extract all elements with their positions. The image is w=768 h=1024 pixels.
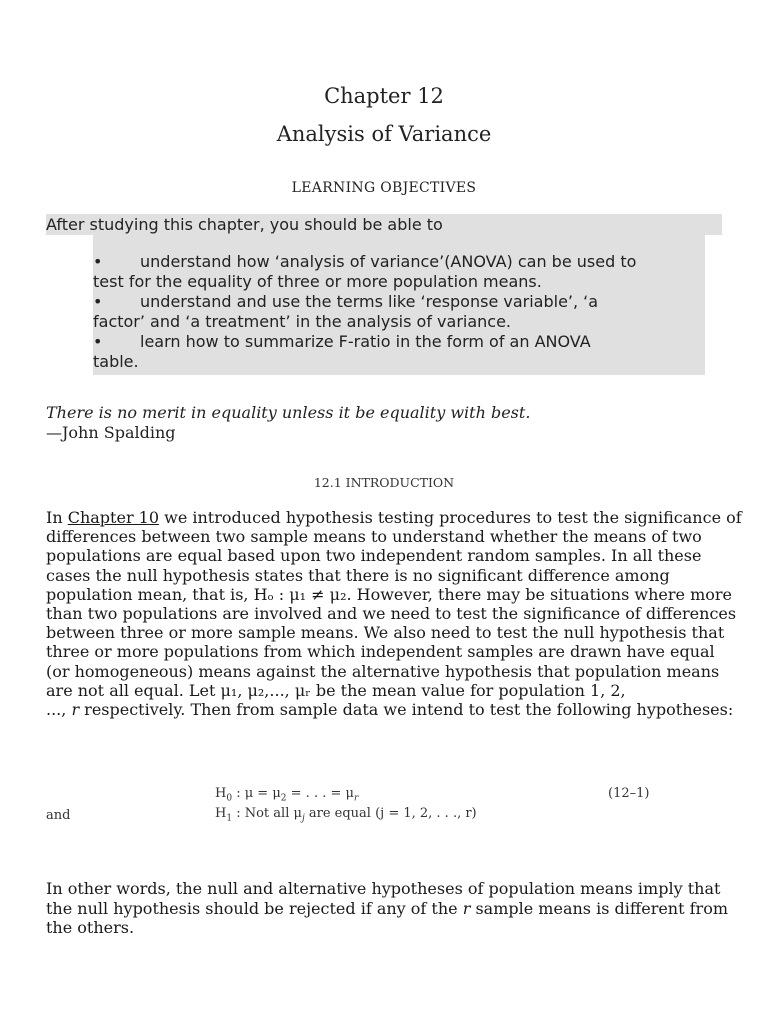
section-heading: 12.1 INTRODUCTION xyxy=(313,475,455,490)
paragraph-line: (or homogeneous) means against the alternative hypothesis that population means xyxy=(46,661,720,681)
objectives-list xyxy=(93,235,705,375)
bullet-icon: • xyxy=(93,252,103,271)
chapter-number: Chapter 12 xyxy=(324,84,444,108)
epigraph-quote: There is no merit in equality unless it be equality with best. xyxy=(46,403,531,422)
paragraph-line: differences between two sample means to understand whether the means of two xyxy=(46,527,702,547)
text-span: ..., xyxy=(46,700,72,720)
objectives-intro: After studying this chapter, you should be able to xyxy=(46,214,722,235)
objective-item xyxy=(93,292,705,332)
text-span: the null hypothesis should be rejected if any of the xyxy=(46,898,463,918)
null-hypothesis-equation xyxy=(215,786,358,804)
eq-text: = . . . = μ xyxy=(286,786,354,801)
paragraph-line: are not all equal. Let μ₁, μ₂,..., μᵣ be the mean value for population 1, 2, xyxy=(46,680,626,700)
text-span: respectively. Then from sample data we intend to test the following hypotheses: xyxy=(79,700,734,720)
equation-number: (12–1) xyxy=(608,786,650,801)
text-span: we introduced hypothesis testing procedures to test the significance of xyxy=(159,508,742,527)
chapter-10-link[interactable]: Chapter 10 xyxy=(67,508,160,527)
objective-text-line: learn how to summarize F-ratio in the form of an ANOVA xyxy=(140,332,591,351)
eq-text: H xyxy=(215,786,227,801)
objective-text-line: table. xyxy=(93,352,139,371)
objective-text-line: understand how ‘analysis of variance’(ANOVA) can be used to xyxy=(140,252,637,271)
paragraph-line xyxy=(46,899,726,919)
paragraph-line xyxy=(46,508,742,527)
paragraph-line: between three or more sample means. We also need to test the null hypothesis that xyxy=(46,623,725,643)
eq-subscript: j xyxy=(301,813,305,824)
objective-text-line: test for the equality of three or more population means. xyxy=(93,272,542,291)
alternative-hypothesis-equation xyxy=(215,806,477,824)
paragraph-line: three or more populations from which independent samples are drawn have equal xyxy=(46,642,715,662)
objective-text-line: understand and use the terms like ‘response variable’, ‘a xyxy=(140,292,599,311)
epigraph-author: —John Spalding xyxy=(46,423,176,442)
paragraph-line: cases the null hypothesis states that there is no significant difference among xyxy=(46,565,670,585)
eq-subscript: 2 xyxy=(280,793,287,804)
eq-text: H xyxy=(215,806,227,821)
objective-text-line: factor’ and ‘a treatment’ in the analysis of variance. xyxy=(93,312,512,331)
objective-item xyxy=(93,332,705,372)
introduction-paragraph xyxy=(46,508,742,720)
paragraph-line: In other words, the null and alternative hypotheses of population means imply that xyxy=(46,879,721,898)
and-label: and xyxy=(46,808,71,823)
eq-text: : Not all μ xyxy=(232,806,302,821)
objective-item xyxy=(93,252,705,292)
paragraph-line: population mean, that is, Hₒ : μ₁ ≠ μ₂. However, there may be situations where more xyxy=(46,584,732,604)
eq-subscript: 0 xyxy=(226,793,233,804)
bullet-icon: • xyxy=(93,292,103,311)
eq-subscript: 1 xyxy=(226,813,233,824)
eq-subscript: r xyxy=(353,793,359,804)
variable-r: r xyxy=(71,700,80,720)
variable-r: r xyxy=(462,898,471,918)
paragraph-line: the others. xyxy=(46,918,135,937)
learning-objectives-heading: LEARNING OBJECTIVES xyxy=(291,180,477,196)
chapter-title: Analysis of Variance xyxy=(276,122,492,146)
paragraph-line xyxy=(46,700,734,720)
eq-text: : μ = μ xyxy=(232,786,281,801)
bullet-icon: • xyxy=(93,332,103,351)
text-span: sample means is different from xyxy=(470,898,728,918)
closing-paragraph xyxy=(46,879,726,938)
text-span: In xyxy=(46,508,68,527)
paragraph-line: populations are equal based upon two independent random samples. In all these xyxy=(46,546,702,566)
eq-text: are equal (j = 1, 2, . . ., r) xyxy=(304,806,477,821)
paragraph-line: than two populations are involved and we need to test the significance of differences xyxy=(46,604,737,624)
